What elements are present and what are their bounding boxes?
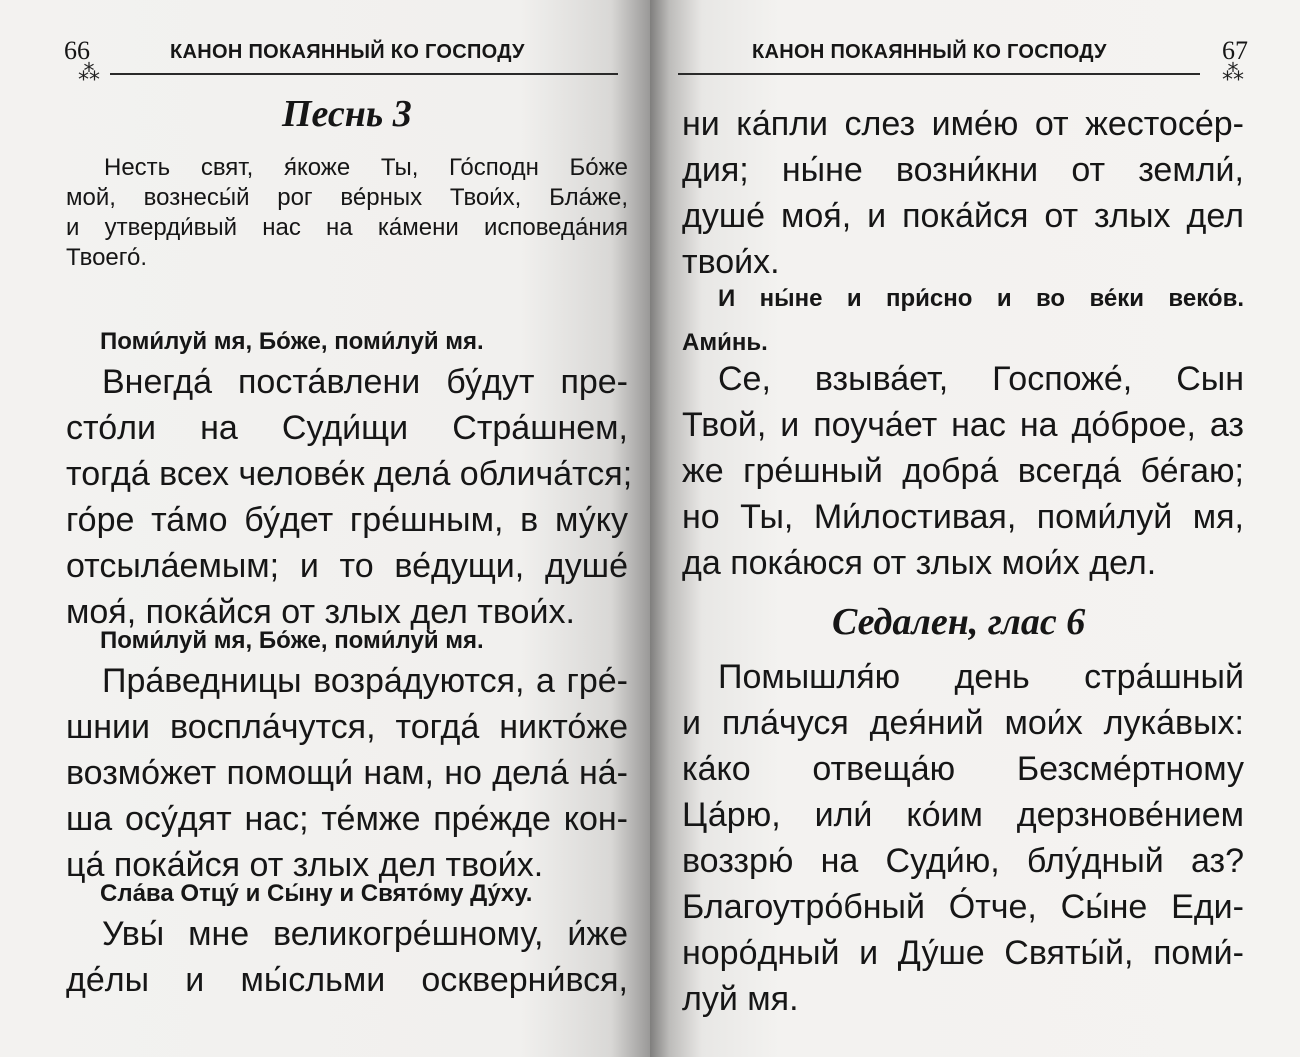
text-line: Увы́ мне великогре́шному, и́же <box>102 915 628 953</box>
sedalen <box>682 654 1244 1022</box>
running-head: КАНОН ПОКАЯННЫЙ КО ГОСПОДУ <box>752 41 1107 63</box>
text-line: да пока́юся от злых мои́х дел. <box>682 544 1157 582</box>
text-line: же гре́шный добра́ всегда́ бе́гаю; <box>682 452 1244 490</box>
text-line: моя́, пока́йся от злых дел твои́х. <box>66 593 575 631</box>
text-line: Пра́ведницы возра́дуются, а гре́- <box>102 662 628 700</box>
glory-doxology: Сла́ва Отцу́ и Сы́ну и Свято́му Ду́ху. <box>100 880 533 907</box>
refrain: Поми́луй мя, Бо́же, поми́луй мя. <box>100 627 484 654</box>
sedalen-title: Седален, глас 6 <box>832 601 1086 643</box>
text-line: норо́дный и Ду́ше Святы́й, поми́- <box>682 934 1244 972</box>
text-line: луй мя. <box>682 980 799 1018</box>
text-line: воззрю́ на Суди́ю, блу́дный аз? <box>682 842 1244 880</box>
now-and-ever <box>682 284 1244 358</box>
text-line: Внегда́ поста́влени бу́дут пре- <box>102 363 628 401</box>
text-line: Твой, и поуча́ет нас на до́брое, аз <box>682 406 1244 444</box>
page-number: 66 <box>64 36 90 65</box>
irmos <box>66 153 628 273</box>
text-line: ца́ пока́йся от злых дел твои́х. <box>66 846 544 884</box>
running-head: КАНОН ПОКАЯННЫЙ КО ГОСПОДУ <box>170 41 525 63</box>
right-page <box>650 0 1300 1057</box>
header-rule <box>678 73 1200 75</box>
text-line: ка́ко отвеща́ю Безсме́ртному <box>682 750 1244 788</box>
text-line: Се, взыва́ет, Госпоже́, Сын <box>718 360 1244 398</box>
text-line: Ца́рю, или́ ко́им дерзнове́нием <box>682 796 1244 834</box>
text-line: мой, вознесы́й рог ве́рных Твои́х, Бла́же, <box>66 184 628 211</box>
troparion <box>66 658 628 888</box>
text-line: И ны́не и при́сно и во ве́ки веко́в. <box>718 285 1244 312</box>
text-line: Твоего́. <box>66 244 148 271</box>
left-header <box>58 30 618 90</box>
troparion <box>66 359 633 635</box>
troparion-continuation <box>682 101 1244 285</box>
text-line: ша осу́дят нас; те́мже пре́жде кон- <box>66 800 628 838</box>
text-line: дия; ны́не возни́кни от земли́, <box>682 151 1244 189</box>
text-line: и пла́чуся дея́ний мои́х лука́вых: <box>682 704 1244 742</box>
text-line: тогда́ всех челове́к дела́ облича́тся; <box>66 455 633 493</box>
text-line: душе́ моя́, и пока́йся от злых дел <box>682 197 1244 235</box>
ornament-icon: ⁂ <box>1222 60 1244 85</box>
ornament-icon: ⁂ <box>78 60 100 85</box>
text-line: отсыла́емым; и то ве́дущи, душе́ <box>66 547 628 585</box>
text-line: твои́х. <box>682 243 780 281</box>
text-line: Помышля́ю день стра́шный <box>718 658 1244 696</box>
text-line: и утверди́вый нас на ка́мени исповеда́ния <box>66 214 628 241</box>
troparion <box>66 911 628 1003</box>
text-line: Несть свят, я́коже Ты, Го́сподн Бо́же <box>104 154 628 181</box>
text-line: но Ты, Ми́лостивая, поми́луй мя, <box>682 498 1244 536</box>
refrain: Поми́луй мя, Бо́же, поми́луй мя. <box>100 328 484 355</box>
theotokion <box>682 356 1244 586</box>
text-line: сто́ли на Суди́щи Стра́шнем, <box>66 409 628 447</box>
text-line: го́ре та́мо бу́дет гре́шным, в му́ку <box>66 501 628 539</box>
text-line: шнии воспла́чутся, тогда́ никто́же <box>66 708 628 746</box>
text-line: ни ка́пли слез име́ю от жестосе́р- <box>682 105 1244 143</box>
page-number: 67 <box>1222 36 1248 65</box>
right-header <box>678 30 1248 90</box>
header-rule <box>110 73 618 75</box>
text-line: возмо́жет помощи́ нам, но дела́ на́- <box>66 754 628 792</box>
text-line: Ами́нь. <box>682 329 768 356</box>
text-line: Благоутро́бный О́тче, Сы́не Еди- <box>682 888 1244 926</box>
song-title: Песнь 3 <box>282 93 412 135</box>
text-line: де́лы и мы́сльми оскверни́вся, <box>66 961 628 999</box>
